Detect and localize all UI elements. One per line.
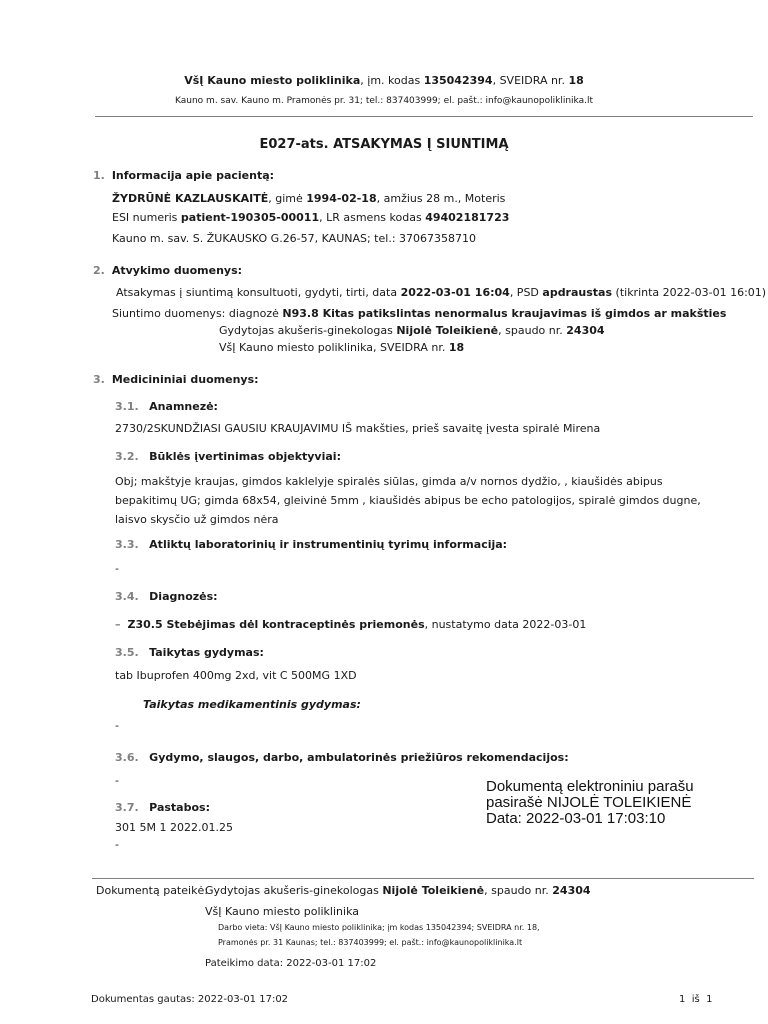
page-number: 1 iš 1 <box>679 994 713 1005</box>
objective-text: Obj; makštyje kraujas, gimdos kaklelyje spiralės siūlas, gimda a/v nornos dydžio, , kiaušidės abipus bepakitimų UG; gimda 68x54, gleivinė 5mm , kiaušidės abipus be echo patologijos, spiralė gimdos dugne, laisvo skysčio už gimdos nėra <box>115 475 701 526</box>
electronic-signature: Dokumentą elektroniniu parašu pasirašė NIJOLĖ TOLEIKIENĖ Data: 2022-03-01 17:03:10 <box>486 778 694 827</box>
notes-text: 301 5M 1 2022.01.25 <box>115 821 233 834</box>
org-name: VšĮ Kauno miesto poliklinika <box>184 74 361 87</box>
lab-heading: 3.3. Atliktų laboratorinių ir instrumentinių tyrimų informacija: <box>115 538 508 551</box>
anamnesis-text: 2730/2SKUNDŽIASI GAUSIU KRAUJAVIMU IŠ makšties, prieš savaitę įvesta spiralė Mirena <box>115 422 601 435</box>
notes-heading: 3.7. Pastabos: <box>115 801 210 814</box>
org-code: 135042394 <box>423 74 493 87</box>
referral-diagnosis-line: Siuntimo duomenys: diagnozė N93.8 Kitas patikslintas nenormalus kraujavimas iš gimdos ar makšties <box>112 307 727 320</box>
submitted-by-label: Dokumentą pateikė: <box>96 884 208 897</box>
institution-header: VšĮ Kauno miesto poliklinika, įm. kodas 135042394, SVEIDRA nr. 18 <box>184 74 584 87</box>
diagnosis-item: – Z30.5 Stebėjimas dėl kontraceptinės priemonės, nustatymo data 2022-03-01 <box>115 618 587 631</box>
patient-ids: ESI numeris patient-190305-00011, LR asmens kodas 49402181723 <box>112 211 510 224</box>
document-title: E027-ats. ATSAKYMAS Į SIUNTIMĄ <box>259 137 509 152</box>
recommendations-text: - <box>115 774 119 787</box>
patient-esi: patient-190305-00011 <box>180 211 320 224</box>
submitted-by-doctor: Gydytojas akušeris-ginekologas Nijolė Toleikienė, spaudo nr. 24304 <box>205 884 591 897</box>
footer-divider <box>92 878 754 879</box>
recommendations-heading: 3.6. Gydymo, slaugos, darbo, ambulatorinės priežiūros rekomendacijos: <box>115 751 569 764</box>
submitter-clinic: VšĮ Kauno miesto poliklinika <box>205 905 359 918</box>
notes-text-2: - <box>115 838 119 851</box>
section-medical-heading: 3. Medicininiai duomenys: <box>93 373 259 386</box>
received-date: Dokumentas gautas: 2022-03-01 17:02 <box>91 994 289 1005</box>
treatment-text: tab Ibuprofen 400mg 2xd, vit C 500MG 1XD <box>115 669 357 682</box>
psd-status: apdraustas <box>542 286 613 299</box>
diagnoses-heading: 3.4. Diagnozės: <box>115 590 218 603</box>
referral-stamp-nr: 24304 <box>566 324 605 337</box>
diagnosis-code-name: Z30.5 Stebėjimas dėl kontraceptinės priemonės <box>127 618 425 631</box>
patient-personal-code: 49402181723 <box>425 211 510 224</box>
patient-name: ŽYDRŪNĖ KAZLAUSKAITĖ <box>112 192 269 205</box>
institution-contacts: Kauno m. sav. Kauno m. Pramonės pr. 31; tel.: 837403999; el. pašt.: info@kaunopoliklinika.lt <box>175 96 593 106</box>
section-visit-heading: 2. Atvykimo duomenys: <box>93 264 243 277</box>
visit-date: 2022-03-01 16:04 <box>400 286 510 299</box>
lab-text: - <box>115 562 119 575</box>
referral-doctor-line: Gydytojas akušeris-ginekologas Nijolė Toleikienė, spaudo nr. 24304 <box>219 324 605 337</box>
org-sveidra: 18 <box>568 74 584 87</box>
patient-identity: ŽYDRŪNĖ KAZLAUSKAITĖ, gimė 1994-02-18, amžius 28 m., Moteris <box>112 192 506 205</box>
medication-text: - <box>115 719 119 732</box>
header-divider <box>95 116 753 117</box>
submitter-stamp-nr: 24304 <box>552 884 591 897</box>
referral-clinic-line: VšĮ Kauno miesto poliklinika, SVEIDRA nr. 18 <box>219 341 465 354</box>
referral-doctor-name: Nijolė Toleikienė <box>396 324 499 337</box>
medication-heading: Taikytas medikamentinis gydymas: <box>143 698 361 711</box>
patient-dob: 1994-02-18 <box>306 192 377 205</box>
treatment-heading: 3.5. Taikytas gydymas: <box>115 646 264 659</box>
section-patient-heading: 1. Informacija apie pacientą: <box>93 169 275 182</box>
referral-diagnosis: N93.8 Kitas patikslintas nenormalus kraujavimas iš gimdos ar makšties <box>282 307 727 320</box>
objective-heading: 3.2. Būklės įvertinimas objektyviai: <box>115 450 341 463</box>
workplace-line-1: Darbo vieta: VšĮ Kauno miesto poliklinika; įm kodas 135042394; SVEIDRA nr. 18, <box>218 923 540 932</box>
workplace-line-2: Pramonės pr. 31 Kaunas; tel.: 837403999; el. pašt.: info@kaunopoliklinika.lt <box>218 938 523 947</box>
anamnesis-heading: 3.1. Anamnezė: <box>115 400 218 413</box>
visit-line: Atsakymas į siuntimą konsultuoti, gydyti, tirti, data 2022-03-01 16:04, PSD apdraustas (tikrinta 2022-03-01 16:01) <box>116 286 767 299</box>
submitter-name: Nijolė Toleikienė <box>382 884 485 897</box>
submission-date: Pateikimo data: 2022-03-01 17:02 <box>205 958 377 969</box>
patient-address: Kauno m. sav. S. ŽUKAUSKO G.26-57, KAUNAS; tel.: 37067358710 <box>112 232 476 245</box>
